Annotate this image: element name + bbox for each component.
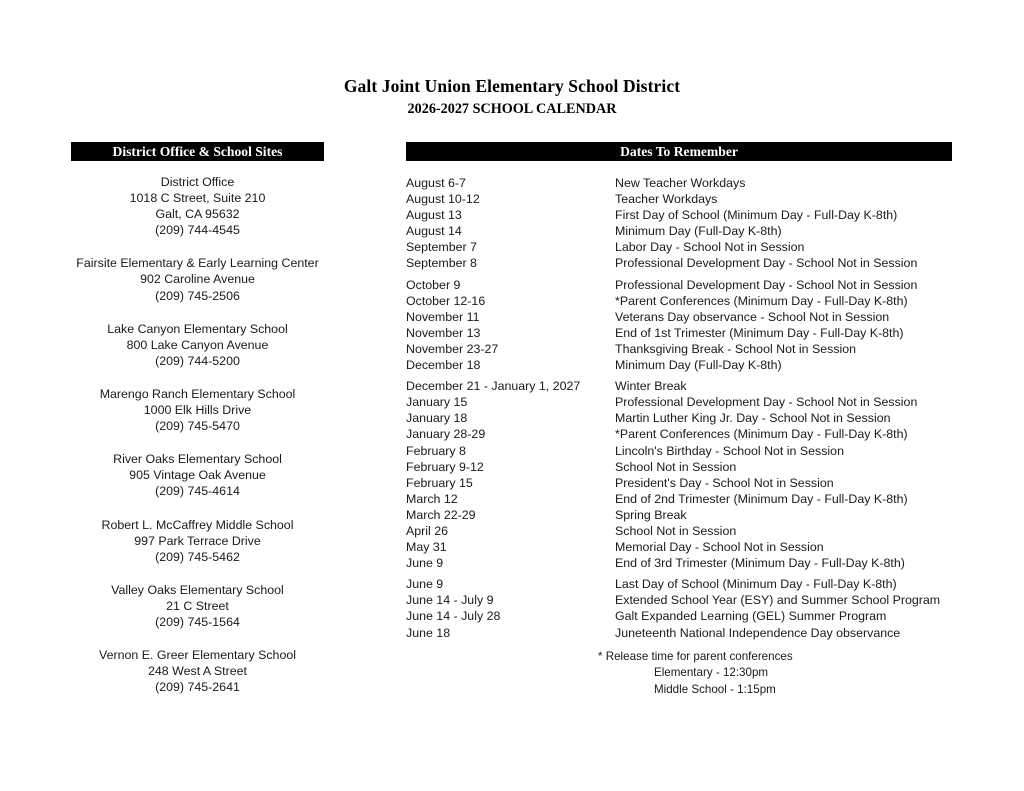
calendar-date-when: November 11 bbox=[406, 309, 480, 324]
school-site-address: 248 West A Street bbox=[148, 664, 247, 679]
school-site-block bbox=[60, 451, 335, 499]
calendar-date-row bbox=[406, 239, 966, 255]
parent-conference-footnote bbox=[520, 649, 940, 698]
calendar-date-row bbox=[406, 475, 966, 491]
calendar-date-row bbox=[406, 277, 966, 293]
calendar-date-description: End of 1st Trimester (Minimum Day - Full-Day K-8th) bbox=[615, 325, 904, 340]
calendar-date-description: Last Day of School (Minimum Day - Full-Day K-8th) bbox=[615, 577, 897, 592]
calendar-date-description: Juneteenth National Independence Day observance bbox=[615, 625, 901, 640]
calendar-date-when: December 18 bbox=[406, 358, 481, 373]
calendar-date-row bbox=[406, 459, 966, 475]
calendar-date-row bbox=[406, 341, 966, 357]
calendar-date-row bbox=[406, 426, 966, 442]
school-site-address: 902 Caroline Avenue bbox=[140, 272, 255, 287]
calendar-date-description: School Not in Session bbox=[615, 459, 737, 474]
calendar-date-description: Professional Development Day - School Not in Session bbox=[615, 395, 918, 410]
document-title-block bbox=[0, 76, 1024, 119]
calendar-date-description: First Day of School (Minimum Day - Full-Day K-8th) bbox=[615, 208, 898, 223]
school-site-block bbox=[60, 582, 335, 630]
calendar-date-description: Veterans Day observance - School Not in Session bbox=[615, 309, 890, 324]
calendar-date-row bbox=[406, 191, 966, 207]
calendar-date-description: Thanksgiving Break - School Not in Session bbox=[615, 341, 857, 356]
calendar-date-description: Memorial Day - School Not in Session bbox=[615, 540, 824, 555]
calendar-date-when: September 7 bbox=[406, 240, 477, 255]
school-site-address: 905 Vintage Oak Avenue bbox=[129, 468, 266, 483]
calendar-date-when: June 9 bbox=[406, 556, 444, 571]
calendar-date-row bbox=[406, 608, 966, 624]
calendar-date-when: June 14 - July 9 bbox=[406, 593, 494, 608]
school-site-city-state-zip: Galt, CA 95632 bbox=[155, 207, 240, 222]
calendar-date-description: Galt Expanded Learning (GEL) Summer Program bbox=[615, 609, 887, 624]
calendar-date-description: *Parent Conferences (Minimum Day - Full-Day K-8th) bbox=[615, 427, 908, 442]
school-site-address: 800 Lake Canyon Avenue bbox=[126, 337, 269, 352]
calendar-date-description: End of 2nd Trimester (Minimum Day - Full-Day K-8th) bbox=[615, 491, 908, 506]
school-sites-list bbox=[60, 174, 335, 695]
calendar-date-row bbox=[406, 625, 966, 641]
calendar-date-row bbox=[406, 523, 966, 539]
calendar-date-description: Spring Break bbox=[615, 507, 687, 522]
school-site-address: 21 C Street bbox=[166, 598, 229, 613]
calendar-date-row bbox=[406, 255, 966, 271]
calendar-date-row bbox=[406, 378, 966, 394]
school-site-block bbox=[60, 255, 335, 303]
calendar-date-when: August 14 bbox=[406, 224, 462, 239]
school-site-block bbox=[60, 647, 335, 695]
calendar-date-row bbox=[406, 507, 966, 523]
calendar-date-when: August 10-12 bbox=[406, 192, 480, 207]
school-site-block bbox=[60, 321, 335, 369]
calendar-date-when: August 6-7 bbox=[406, 176, 466, 190]
calendar-date-when: January 15 bbox=[406, 395, 468, 410]
school-site-address: 997 Park Terrace Drive bbox=[134, 533, 261, 548]
calendar-date-when: February 9-12 bbox=[406, 459, 484, 474]
school-site-phone: (209) 745-1564 bbox=[155, 614, 240, 629]
calendar-date-description: Martin Luther King Jr. Day - School Not in Session bbox=[615, 411, 891, 426]
calendar-date-row bbox=[406, 207, 966, 223]
calendar-date-row bbox=[406, 223, 966, 239]
calendar-date-row bbox=[406, 443, 966, 459]
school-site-phone: (209) 745-2506 bbox=[155, 288, 240, 303]
calendar-date-row bbox=[406, 491, 966, 507]
calendar-date-description: Minimum Day (Full-Day K-8th) bbox=[615, 358, 782, 373]
calendar-date-row bbox=[406, 394, 966, 410]
calendar-date-description: Winter Break bbox=[615, 379, 687, 394]
school-site-phone: (209) 744-4545 bbox=[155, 223, 240, 238]
calendar-date-row bbox=[406, 410, 966, 426]
calendar-date-when: January 28-29 bbox=[406, 427, 486, 442]
calendar-date-description: Lincoln's Birthday - School Not in Session bbox=[615, 443, 844, 458]
calendar-date-row bbox=[406, 309, 966, 325]
calendar-date-when: October 9 bbox=[406, 277, 461, 292]
school-site-name: Marengo Ranch Elementary School bbox=[99, 386, 296, 401]
calendar-date-when: April 26 bbox=[406, 523, 449, 538]
document-title: Galt Joint Union Elementary School District bbox=[343, 76, 681, 96]
calendar-date-when: August 13 bbox=[406, 208, 462, 223]
calendar-date-row bbox=[406, 325, 966, 341]
school-site-name: District Office bbox=[160, 175, 235, 189]
school-site-phone: (209) 745-2641 bbox=[155, 680, 240, 695]
footnote-heading: * Release time for parent conferences bbox=[598, 650, 793, 663]
calendar-date-when: January 18 bbox=[406, 411, 468, 426]
calendar-date-description: Teacher Workdays bbox=[615, 192, 718, 207]
footnote-middle-school-time: Middle School - 1:15pm bbox=[654, 682, 776, 696]
school-site-phone: (209) 745-5462 bbox=[155, 549, 240, 564]
calendar-date-description: *Parent Conferences (Minimum Day - Full-Day K-8th) bbox=[615, 293, 908, 308]
calendar-date-when: March 22-29 bbox=[406, 507, 476, 522]
calendar-date-description: Professional Development Day - School Not in Session bbox=[615, 256, 918, 271]
calendar-date-description: School Not in Session bbox=[615, 523, 737, 538]
calendar-date-description: New Teacher Workdays bbox=[615, 176, 746, 190]
left-column-banner-header: District Office & School Sites bbox=[71, 142, 324, 161]
document-subtitle: 2026-2027 SCHOOL CALENDAR bbox=[407, 101, 617, 117]
school-site-name: Fairsite Elementary & Early Learning Center bbox=[76, 256, 319, 271]
school-site-block bbox=[60, 174, 335, 238]
calendar-date-description: Extended School Year (ESY) and Summer School Program bbox=[615, 593, 941, 608]
footnote-elementary-time: Elementary - 12:30pm bbox=[654, 666, 769, 680]
calendar-date-row bbox=[406, 175, 966, 191]
calendar-date-when: November 23-27 bbox=[406, 341, 499, 356]
calendar-date-row bbox=[406, 539, 966, 555]
school-site-block bbox=[60, 386, 335, 434]
calendar-date-when: June 9 bbox=[406, 577, 444, 592]
calendar-date-row bbox=[406, 357, 966, 373]
school-site-name: Robert L. McCaffrey Middle School bbox=[101, 517, 294, 532]
calendar-date-when: March 12 bbox=[406, 491, 458, 506]
calendar-date-description: Professional Development Day - School Not in Session bbox=[615, 277, 918, 292]
dates-to-remember-list bbox=[406, 175, 966, 641]
right-column-banner-header: Dates To Remember bbox=[406, 142, 952, 161]
school-site-phone: (209) 744-5200 bbox=[155, 353, 240, 368]
calendar-date-row bbox=[406, 592, 966, 608]
school-site-name: River Oaks Elementary School bbox=[113, 452, 282, 467]
calendar-date-row bbox=[406, 555, 966, 571]
school-site-name: Valley Oaks Elementary School bbox=[111, 582, 284, 597]
school-site-address: 1018 C Street, Suite 210 bbox=[129, 191, 266, 206]
calendar-date-when: June 14 - July 28 bbox=[406, 609, 501, 624]
calendar-date-description: President's Day - School Not in Session bbox=[615, 475, 834, 490]
calendar-date-when: February 15 bbox=[406, 475, 473, 490]
calendar-date-row bbox=[406, 576, 966, 592]
school-site-phone: (209) 745-4614 bbox=[155, 484, 240, 499]
school-site-phone: (209) 745-5470 bbox=[155, 419, 240, 434]
school-site-block bbox=[60, 517, 335, 565]
calendar-date-when: May 31 bbox=[406, 540, 447, 555]
school-site-address: 1000 Elk Hills Drive bbox=[143, 403, 252, 418]
calendar-date-when: December 21 - January 1, 2027 bbox=[406, 379, 581, 394]
school-site-name: Vernon E. Greer Elementary School bbox=[99, 648, 296, 663]
calendar-date-description: End of 3rd Trimester (Minimum Day - Full-Day K-8th) bbox=[615, 556, 905, 571]
calendar-date-description: Labor Day - School Not in Session bbox=[615, 240, 805, 255]
school-site-name: Lake Canyon Elementary School bbox=[107, 321, 288, 336]
calendar-date-when: November 13 bbox=[406, 325, 481, 340]
calendar-date-when: June 18 bbox=[406, 625, 451, 640]
calendar-date-when: September 8 bbox=[406, 256, 477, 271]
calendar-date-row bbox=[406, 293, 966, 309]
calendar-date-when: February 8 bbox=[406, 443, 466, 458]
calendar-date-description: Minimum Day (Full-Day K-8th) bbox=[615, 224, 782, 239]
calendar-date-when: October 12-16 bbox=[406, 293, 486, 308]
